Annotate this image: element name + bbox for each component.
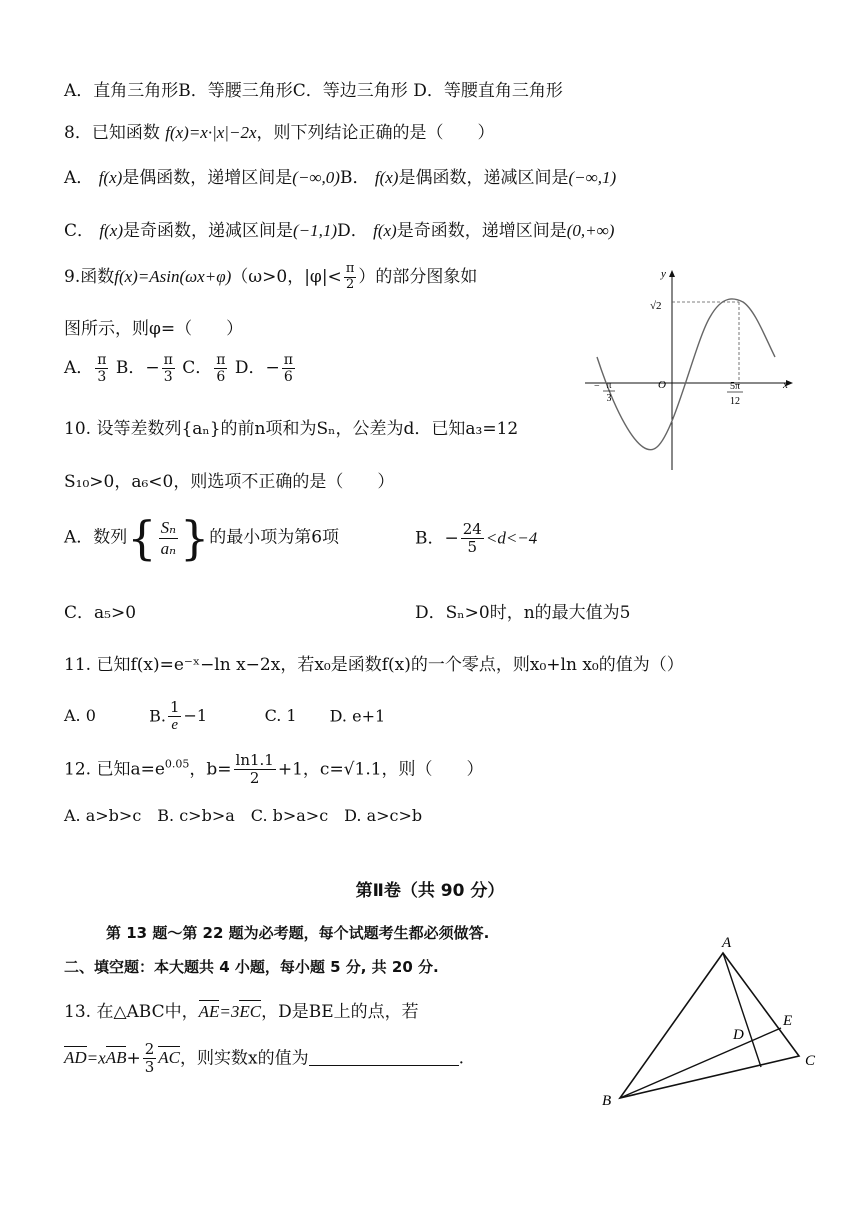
q9-option-a-num: π	[97, 352, 107, 368]
q9-option-d-num: π	[283, 352, 293, 368]
vertex-a-label: A	[722, 935, 732, 951]
q12-a-def: 12. 已知a=e	[64, 759, 165, 780]
q10-option-a-label: A．数列	[64, 527, 128, 548]
q13-line2	[64, 1041, 464, 1077]
vertex-c-label: C	[805, 1053, 816, 1069]
q9-option-b-num: π	[163, 352, 173, 368]
point-e-label: E	[783, 1013, 793, 1029]
q9-option-d-label: D．−	[234, 358, 280, 379]
vector-ae: AE	[198, 1002, 220, 1021]
q8-option-c-text: 是奇函数，递减区间是	[123, 221, 294, 241]
q12-options: A. a>b>c B. c>b>a C. b>a>c D. a>c>b	[64, 806, 423, 825]
q12-exponent: 0.05	[164, 757, 190, 771]
q8-tail: ，则下列结论正确的是（ ）	[256, 123, 495, 143]
q9-function: f(x)=Asin(ωx+φ)	[114, 267, 232, 286]
q13-three: 3	[144, 1058, 155, 1077]
q9-options	[64, 352, 297, 385]
q11-option-a: A. 0	[64, 706, 96, 726]
q10-line1: 10. 设等差数列{aₙ}的前n项和为Sₙ，公差为d．已知a₃=12	[64, 419, 519, 439]
q9-option-a-label: A．	[64, 358, 94, 379]
q8-option-b-interval: (−∞,1)	[568, 168, 617, 187]
q10-sn-over-an	[159, 518, 178, 558]
q9-option-d	[282, 352, 295, 385]
q8-option-a-label: A．	[64, 168, 94, 188]
q11-one-over-e	[168, 699, 182, 735]
triangle-figure	[590, 930, 830, 1110]
q9-option-b-label: B．−	[115, 358, 160, 379]
q9-line2: 图所示，则φ=（ ）	[64, 319, 244, 339]
q10-fraction-24-5	[461, 521, 484, 557]
q10-option-b-label: B．−	[415, 528, 459, 549]
q11-e: e	[171, 717, 179, 734]
vector-ab: AB	[105, 1048, 127, 1068]
q13-line1	[64, 997, 419, 1022]
vector-ec: EC	[239, 1002, 262, 1021]
section2-part: 二、填空题：本大题共 4 小题，每小题 5 分, 共 20 分.	[64, 958, 439, 976]
q9-option-a-den: 3	[97, 369, 107, 386]
q10-option-b-ineq: <d<−4	[485, 528, 538, 548]
q8-option-c-fx: f(x)	[99, 221, 124, 240]
q10-option-d: D．Sₙ>0时，n的最大值为5	[415, 603, 631, 623]
q7-option-a: A．直角三角形	[64, 81, 179, 101]
q11-one: 1	[169, 698, 180, 716]
q10-option-a-text: 的最小项为第6项	[209, 527, 340, 548]
q8-option-b-label: B．	[339, 168, 370, 188]
q8-row2	[64, 216, 614, 241]
neg-pi3-sign: −	[594, 381, 600, 392]
q9-two: 2	[345, 277, 355, 292]
q8-option-d-label: D．	[337, 221, 368, 241]
sqrt2-label: √2	[650, 300, 662, 312]
neg-pi3-den: 3	[606, 393, 612, 404]
q10-option-c: C．a₅>0	[64, 603, 137, 623]
q12-b-label: ，b=	[189, 759, 232, 780]
q8-option-a-fx: f(x)	[98, 168, 123, 187]
segment-ad	[723, 953, 761, 1067]
q13-period: .	[458, 1048, 465, 1069]
q12-stem	[64, 752, 484, 788]
q8-option-d-interval: (0,+∞)	[566, 221, 615, 240]
q10-24: 24	[462, 520, 482, 538]
q8-option-a-text: 是偶函数，递增区间是	[122, 168, 293, 188]
q13-plus: +	[126, 1048, 141, 1069]
x-axis-label: x	[783, 379, 788, 391]
q10-5: 5	[467, 538, 478, 557]
q13-two: 2	[144, 1040, 155, 1058]
q12-ln11: ln1.1	[235, 751, 274, 769]
q13-two-thirds	[143, 1041, 157, 1077]
q9-option-c	[214, 352, 227, 385]
q13-eq2: =x	[86, 1048, 106, 1068]
fivepi12-den: 12	[730, 396, 740, 407]
q7-option-c: C．等边三角形	[292, 81, 408, 101]
q8-row1	[64, 163, 616, 188]
q13-ask: ，则实数x的值为	[180, 1048, 309, 1069]
q11-option-b-tail: −1	[183, 706, 208, 726]
q8-function: f(x)=x·|x|−2x	[165, 123, 257, 142]
q10-option-a	[64, 511, 340, 565]
fivepi12-num: 5π	[729, 381, 741, 392]
q9-condition-tail: ）的部分图象如	[358, 267, 478, 287]
left-brace: {	[127, 511, 157, 565]
q12-ln-fraction	[234, 752, 276, 788]
y-axis-arrow-icon	[669, 270, 675, 277]
q9-option-c-num: π	[216, 352, 226, 368]
q11-option-c: C. 1	[264, 706, 297, 726]
q8-stem	[64, 118, 495, 143]
origin-label: O	[658, 379, 666, 391]
q7-options	[64, 76, 563, 101]
q13-intro: 13. 在△ABC中，	[64, 1002, 199, 1022]
section2-title: 第Ⅱ卷（共 90 分）	[355, 881, 505, 901]
q8-option-d-text: 是奇函数，递增区间是	[396, 221, 567, 241]
q8-option-b-text: 是偶函数，递减区间是	[398, 168, 569, 188]
q7-option-b: B．等腰三角形	[178, 81, 293, 101]
q9-stem	[64, 262, 477, 293]
q10-line2: S₁₀>0，a₆<0，则选项不正确的是（ ）	[64, 472, 395, 492]
y-axis-label: y	[661, 268, 666, 280]
q11-option-d: D. e+1	[329, 706, 386, 726]
q9-option-b-den: 3	[163, 369, 173, 386]
q9-option-d-den: 6	[283, 369, 293, 386]
q8-option-d-fx: f(x)	[373, 221, 397, 240]
q12-c-def: +1，c=√1.1，则（ ）	[277, 759, 484, 780]
q8-option-c-label: C．	[64, 221, 95, 241]
q9-condition: （ω>0，|φ|<	[231, 267, 342, 287]
vector-ac: AC	[158, 1048, 181, 1068]
q10-sn: Sₙ	[160, 517, 176, 537]
sine-curve	[597, 299, 775, 450]
q9-number: 9.函数	[64, 267, 115, 287]
q8-option-c-interval: (−1,1)	[293, 221, 338, 240]
triangle-abc	[620, 953, 799, 1098]
q10-an: aₙ	[160, 538, 176, 558]
q9-option-c-den: 6	[216, 369, 226, 386]
point-d-label: D	[733, 1027, 744, 1043]
section2-note: 第 13 题～第 22 题为必考题，每个试题考生都必须做答.	[106, 924, 490, 942]
q10-option-b	[415, 521, 537, 557]
vector-ad: AD	[64, 1048, 87, 1068]
answer-blank[interactable]	[309, 1049, 459, 1066]
q9-option-c-label: C．	[182, 358, 213, 379]
q11-option-b-label: B.	[149, 706, 166, 726]
q8-number: 8．已知函数	[64, 123, 160, 143]
q11-stem: 11. 已知f(x)=e⁻ˣ−ln x−2x，若x₀是函数f(x)的一个零点，则x₀+ln x₀的值为（）	[64, 655, 684, 675]
q7-option-d: D．等腰直角三角形	[413, 81, 563, 101]
neg-pi3-num: π	[606, 380, 612, 391]
vertex-b-label: B	[602, 1093, 612, 1109]
q9-pi-over-2	[344, 262, 357, 293]
q9-option-a	[95, 352, 108, 385]
right-brace: }	[179, 511, 210, 565]
q9-option-b	[162, 352, 175, 385]
q11-options	[64, 699, 385, 735]
q8-option-a-interval: (−∞,0)	[292, 168, 340, 187]
q12-two: 2	[249, 769, 260, 788]
q8-option-b-fx: f(x)	[374, 168, 399, 187]
q13-condition: ，D是BE上的点，若	[261, 1002, 419, 1022]
sine-graph-figure	[585, 262, 800, 477]
q9-pi: π	[345, 261, 355, 277]
q13-eq: =3	[219, 1002, 240, 1021]
